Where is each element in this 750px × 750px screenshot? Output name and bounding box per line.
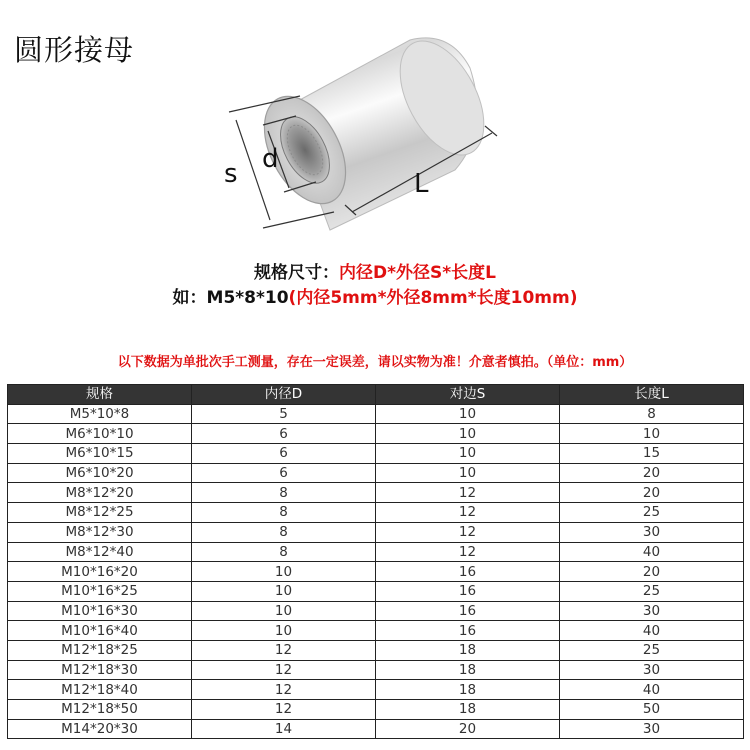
- cell-length: 25: [560, 503, 744, 523]
- cell-inner-diameter: 6: [192, 424, 376, 444]
- spec-line-1: [0, 258, 750, 283]
- cell-across-flats: 10: [376, 404, 560, 424]
- cell-length: 20: [560, 463, 744, 483]
- cell-length: 30: [560, 660, 744, 680]
- cell-spec: M8*12*25: [8, 503, 192, 523]
- cell-length: 20: [560, 483, 744, 503]
- table-body: [8, 404, 744, 739]
- table-row: [8, 621, 744, 641]
- header-spec: 规格: [8, 385, 192, 405]
- cell-inner-diameter: 8: [192, 483, 376, 503]
- cell-length: 50: [560, 700, 744, 720]
- cell-across-flats: 18: [376, 660, 560, 680]
- cell-across-flats: 16: [376, 621, 560, 641]
- cell-length: 25: [560, 581, 744, 601]
- header-across-flats: 对边S: [376, 385, 560, 405]
- header-length: 长度L: [560, 385, 744, 405]
- spec-line-1-format: 内径D*外径S*长度L: [339, 263, 496, 283]
- cell-spec: M12*18*30: [8, 660, 192, 680]
- cell-inner-diameter: 10: [192, 601, 376, 621]
- cell-across-flats: 18: [376, 700, 560, 720]
- cell-spec: M10*16*30: [8, 601, 192, 621]
- table-row: [8, 660, 744, 680]
- table-row: [8, 424, 744, 444]
- table-row: [8, 444, 744, 464]
- cell-across-flats: 18: [376, 680, 560, 700]
- cell-spec: M12*18*40: [8, 680, 192, 700]
- cell-inner-diameter: 8: [192, 542, 376, 562]
- label-L: L: [414, 169, 429, 199]
- cell-across-flats: 12: [376, 503, 560, 523]
- label-s: s: [224, 159, 238, 189]
- cell-across-flats: 16: [376, 581, 560, 601]
- nut-diagram: [0, 0, 750, 240]
- cell-length: 15: [560, 444, 744, 464]
- cell-inner-diameter: 12: [192, 640, 376, 660]
- cell-inner-diameter: 10: [192, 581, 376, 601]
- cell-inner-diameter: 10: [192, 562, 376, 582]
- cell-across-flats: 12: [376, 522, 560, 542]
- cell-inner-diameter: 14: [192, 719, 376, 739]
- table-row: [8, 483, 744, 503]
- cell-across-flats: 16: [376, 562, 560, 582]
- cell-length: 10: [560, 424, 744, 444]
- cell-across-flats: 12: [376, 542, 560, 562]
- cell-spec: M10*16*25: [8, 581, 192, 601]
- page-title: 圆形接母: [14, 33, 135, 67]
- table-row: [8, 503, 744, 523]
- spec-line-2-example: (内径5mm*外径8mm*长度10mm): [288, 288, 578, 308]
- cell-spec: M6*10*15: [8, 444, 192, 464]
- spec-line-1-prefix: 规格尺寸：: [254, 263, 340, 283]
- cell-length: 30: [560, 601, 744, 621]
- cell-inner-diameter: 5: [192, 404, 376, 424]
- cell-across-flats: 16: [376, 601, 560, 621]
- cell-length: 25: [560, 640, 744, 660]
- cell-length: 30: [560, 522, 744, 542]
- table-row: [8, 601, 744, 621]
- cell-length: 30: [560, 719, 744, 739]
- cell-spec: M12*18*50: [8, 700, 192, 720]
- table-row: [8, 719, 744, 739]
- cell-inner-diameter: 6: [192, 463, 376, 483]
- table-row: [8, 581, 744, 601]
- measurement-notice: 以下数据为单批次手工测量，存在一定误差，请以实物为准！介意者慎拍。（单位：mm）: [117, 355, 633, 370]
- cell-inner-diameter: 6: [192, 444, 376, 464]
- cell-spec: M10*16*20: [8, 562, 192, 582]
- cell-across-flats: 10: [376, 424, 560, 444]
- cell-across-flats: 20: [376, 719, 560, 739]
- cell-inner-diameter: 12: [192, 700, 376, 720]
- cell-across-flats: 10: [376, 463, 560, 483]
- cell-spec: M10*16*40: [8, 621, 192, 641]
- spec-table: [7, 384, 744, 739]
- cell-length: 40: [560, 621, 744, 641]
- cell-inner-diameter: 8: [192, 522, 376, 542]
- cell-inner-diameter: 8: [192, 503, 376, 523]
- cell-inner-diameter: 10: [192, 621, 376, 641]
- spec-line-2-prefix: 如：M5*8*10: [172, 288, 289, 308]
- cell-length: 40: [560, 680, 744, 700]
- cell-across-flats: 10: [376, 444, 560, 464]
- table-header-row: [8, 385, 744, 405]
- table-row: [8, 522, 744, 542]
- table-row: [8, 562, 744, 582]
- table-row: [8, 463, 744, 483]
- cell-spec: M8*12*30: [8, 522, 192, 542]
- cell-spec: M8*12*20: [8, 483, 192, 503]
- cell-across-flats: 18: [376, 640, 560, 660]
- cell-spec: M12*18*25: [8, 640, 192, 660]
- cell-spec: M5*10*8: [8, 404, 192, 424]
- spec-line-2: [0, 283, 750, 308]
- cell-spec: M6*10*10: [8, 424, 192, 444]
- cell-spec: M8*12*40: [8, 542, 192, 562]
- cell-spec: M6*10*20: [8, 463, 192, 483]
- label-d: d: [262, 144, 279, 174]
- table-row: [8, 680, 744, 700]
- table-row: [8, 700, 744, 720]
- table-row: [8, 640, 744, 660]
- cell-length: 8: [560, 404, 744, 424]
- cell-spec: M14*20*30: [8, 719, 192, 739]
- table-row: [8, 542, 744, 562]
- cell-length: 20: [560, 562, 744, 582]
- cell-length: 40: [560, 542, 744, 562]
- cell-across-flats: 12: [376, 483, 560, 503]
- table-row: [8, 404, 744, 424]
- header-inner-diameter: 内径D: [192, 385, 376, 405]
- cell-inner-diameter: 12: [192, 660, 376, 680]
- cell-inner-diameter: 12: [192, 680, 376, 700]
